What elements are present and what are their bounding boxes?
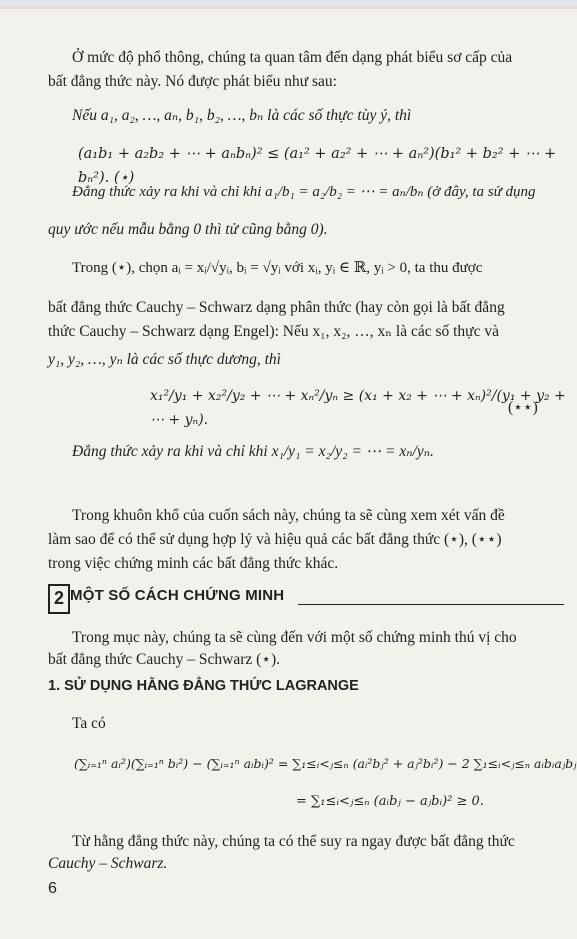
lagrange-identity-line-2: = ∑₁≤ᵢ<ⱼ≤ₙ (aᵢbⱼ − aⱼbᵢ)² ≥ 0.: [296, 794, 484, 809]
page-number: 6: [48, 880, 57, 897]
section-intro-1: Trong mục này, chúng ta sẽ cùng đến với một số chứng minh thú vị cho: [72, 629, 517, 646]
equality-condition-1-cont: quy ước nếu mẫu bằng 0 thì tử cũng bằng 0).: [48, 221, 328, 238]
lagrange-identity-line-1: (∑ᵢ₌₁ⁿ aᵢ²)(∑ᵢ₌₁ⁿ bᵢ²) − (∑ᵢ₌₁ⁿ aᵢbᵢ)² = ∑₁≤ᵢ<ⱼ≤ₙ (aᵢ²bⱼ² + aⱼ²bᵢ²) − 2 ∑₁≤ᵢ<ⱼ≤ₙ aᵢbᵢaⱼbⱼ: [74, 756, 577, 771]
engel-line-2: thức Cauchy – Schwarz dạng Engel): Nếu x₁, x₂, …, xₙ là các số thực và: [48, 323, 499, 340]
scope-line-1: Trong khuôn khổ của cuốn sách này, chúng ta sẽ cùng xem xét vấn đề: [72, 507, 505, 524]
page-top-edge-tint: [0, 6, 577, 9]
substitution-line: Trong (⋆), chọn aᵢ = xᵢ/√yᵢ, bᵢ = √yᵢ với xᵢ, yᵢ ∈ ℝ, yᵢ > 0, ta thu được: [72, 260, 483, 276]
equality-condition-2: Đẳng thức xảy ra khi và chỉ khi x₁/y₁ = x₂/y₂ = ⋯ = xₙ/yₙ.: [72, 443, 434, 460]
intro-line-1: Ở mức độ phổ thông, chúng ta quan tâm đến dạng phát biểu sơ cấp của: [72, 49, 513, 66]
scope-line-3: trong việc chứng minh các bất đẳng thức khác.: [48, 555, 339, 572]
engel-line-3: y₁, y₂, …, yₙ là các số thực dương, thì: [48, 351, 281, 368]
equality-condition-1: Đẳng thức xảy ra khi và chỉ khi a₁/b₁ = a₂/b₂ = ⋯ = aₙ/bₙ (ở đây, ta sử dụng: [72, 184, 536, 200]
conclusion-line-1: Từ hằng đẳng thức này, chúng ta có thể suy ra ngay được bất đẳng thức: [72, 833, 515, 850]
intro-line-2: bất đẳng thức này. Nó được phát biểu như sau:: [48, 73, 337, 90]
subsection-title: 1. SỬ DỤNG HẰNG ĐẲNG THỨC LAGRANGE: [48, 678, 359, 694]
theorem-statement: Nếu a₁, a₂, …, aₙ, b₁, b₂, …, bₙ là các số thực tùy ý, thì: [72, 107, 412, 124]
section-intro-2: bất đẳng thức Cauchy – Schwarz (⋆).: [48, 651, 281, 668]
inequality-two-star: x₁²/y₁ + x₂²/y₂ + ⋯ + xₙ²/yₙ ≥ (x₁ + x₂ + ⋯ + xₙ)²/(y₁ + y₂ + ⋯ + yₙ).: [150, 388, 566, 428]
inequality-star: (a₁b₁ + a₂b₂ + ⋯ + aₙbₙ)² ≤ (a₁² + a₂² + ⋯ + aₙ²)(b₁² + b₂² + ⋯ + bₙ²). (⋆): [78, 146, 557, 186]
section-number-box: 2: [48, 584, 70, 614]
conclusion-line-2: Cauchy – Schwarz.: [48, 855, 168, 872]
section-title: MỘT SỐ CÁCH CHỨNG MINH: [70, 587, 285, 604]
label-two-star: (⋆⋆): [508, 399, 538, 416]
ta-co-label: Ta có: [72, 715, 106, 732]
section-rule: [298, 604, 564, 605]
engel-line-1: bất đẳng thức Cauchy – Schwarz dạng phân thức (hay còn gọi là bất đẳng: [48, 299, 505, 316]
scope-line-2: làm sao để có thể sử dụng hợp lý và hiệu quả các bất đẳng thức (⋆), (⋆⋆): [48, 531, 502, 548]
